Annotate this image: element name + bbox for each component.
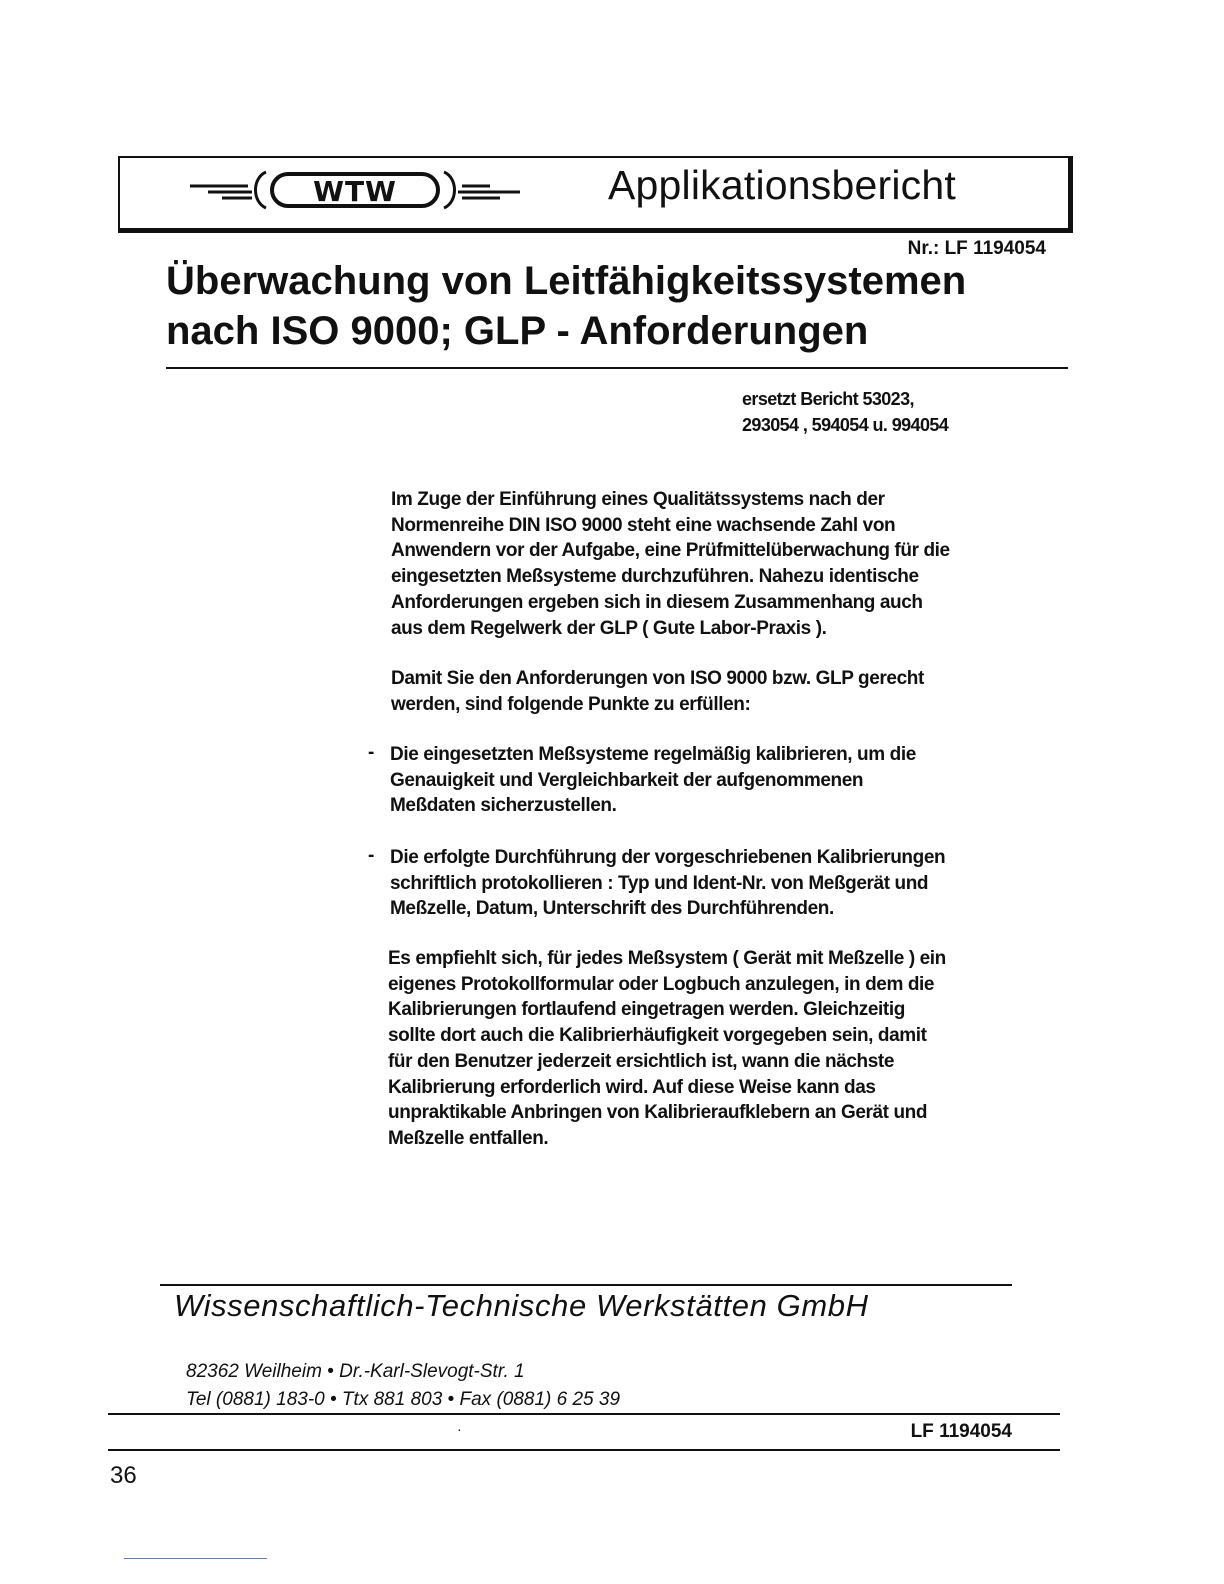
text-line: sollte dort auch die Kalibrierhäufigkeit vorgegeben sein, damit [388,1025,927,1047]
address-line: 82362 Weilheim • Dr.-Karl-Slevogt-Str. 1 [186,1361,525,1382]
footer-divider-top [160,1284,1012,1286]
replaces-note [742,386,948,438]
text-line: Meßdaten sicherzustellen. [390,795,617,817]
text-line: aus dem Regelwerk der GLP ( Gute Labor-Praxis ). [391,617,827,639]
report-number: Nr.: LF 1194054 [907,238,1046,259]
bullet-dash: - [368,742,375,763]
bullet-item-calibrate [390,742,1030,819]
text-line: Die eingesetzten Meßsysteme regelmäßig kalibrieren, um die [390,744,916,765]
page-title [166,256,1066,356]
contact-line: Tel (0881) 183-0 • Ttx 881 803 • Fax (0881) 6 25 39 [186,1389,621,1410]
replaces-line-1: ersetzt Bericht 53023, [742,389,914,409]
footer-divider-middle [108,1413,1060,1415]
title-divider [166,367,1068,369]
text-line: Damit Sie den Anforderungen von ISO 9000 bzw. GLP gerecht [391,668,924,689]
paragraph-requirements [391,666,1031,717]
text-line: Genauigkeit und Vergleichbarkeit der aufgenommenen [390,769,864,791]
bullet-item-protocol [390,845,1030,922]
bullet-dash: - [368,845,375,866]
text-line: Anforderungen ergeben sich in diesem Zusammenhang auch [391,591,923,613]
page-number: 36 [110,1462,137,1489]
text-line: werden, sind folgende Punkte zu erfüllen: [391,693,751,715]
title-line-2: nach ISO 9000; GLP - Anforderungen [166,309,869,353]
title-line-1: Überwachung von Leitfähigkeitssystemen [166,259,967,303]
text-line: Anwendern vor der Aufgabe, eine Prüfmittelüberwachung für die [391,540,950,562]
paragraph-intro [391,487,1031,641]
wtw-logo [190,170,520,210]
text-line: Meßzelle entfallen. [388,1127,549,1149]
footer-dot: · [457,1421,462,1437]
company-address [186,1358,620,1414]
logo-text: WTW [313,175,397,208]
text-line: Kalibrierungen fortlaufend eingetragen werden. Gleichzeitig [388,999,905,1021]
replaces-line-2: 293054 , 594054 u. 994054 [742,415,949,435]
bottom-rule-mark [124,1558,267,1559]
text-line: Meßzelle, Datum, Unterschrift des Durchführenden. [390,898,834,920]
paragraph-recommendation [388,946,1038,1152]
text-line: Normenreihe DIN ISO 9000 steht eine wachsende Zahl von [391,514,896,536]
text-line: unpraktikable Anbringen von Kalibrieraufklebern an Gerät und [388,1102,928,1124]
text-line: eingesetzten Meßsysteme durchzuführen. Nahezu identische [391,566,919,588]
text-line: Im Zuge der Einführung eines Qualitätssystems nach der [391,489,885,510]
text-line: Die erfolgte Durchführung der vorgeschriebenen Kalibrierungen [390,847,946,868]
text-line: schriftlich protokollieren : Typ und Ident-Nr. von Meßgerät und [390,872,929,894]
footer-divider-bottom [108,1449,1060,1451]
text-line: für den Benutzer jederzeit ersichtlich ist, wann die nächste [388,1050,895,1072]
footer-report-code: LF 1194054 [910,1421,1012,1442]
text-line: Kalibrierung erforderlich wird. Auf diese Weise kann das [388,1076,876,1098]
header-title: Applikationsbericht [608,162,956,208]
text-line: Es empfiehlt sich, für jedes Meßsystem ( Gerät mit Meßzelle ) ein [388,948,946,969]
company-name: Wissenschaftlich-Technische Werkstätten GmbH [174,1288,869,1323]
text-line: eigenes Protokollformular oder Logbuch anzulegen, in dem die [388,973,935,995]
